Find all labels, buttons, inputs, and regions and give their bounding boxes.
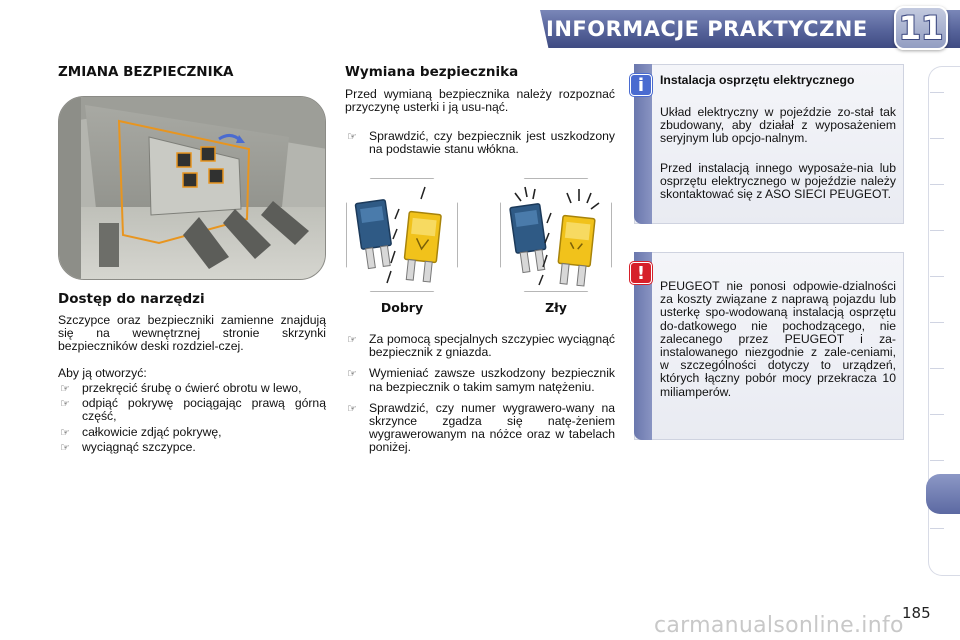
hand-pointer-icon: ☞	[60, 440, 70, 454]
hand-pointer-icon: ☞	[347, 130, 357, 143]
check-list	[345, 130, 615, 158]
good-fuse-icon	[347, 179, 459, 293]
list-item: ☞ Wymieniać zawsze uszkodzony bezpiecznik na bezpiecznik o takim samym natężeniu.	[347, 366, 615, 394]
list-item: ☞ Za pomocą specjalnych szczypiec wyciągnąć bezpiecznik z gniazda.	[347, 332, 615, 360]
open-prompt: Aby ją otworzyć:	[58, 366, 147, 380]
tab-mark[interactable]	[930, 184, 944, 185]
warning-icon: !	[630, 262, 652, 284]
tab-mark[interactable]	[930, 528, 944, 529]
page-number: 185	[902, 604, 931, 622]
bad-fuse-figure	[500, 178, 612, 292]
good-fuse-figure	[346, 178, 458, 292]
hand-pointer-icon: ☞	[347, 367, 357, 381]
list-item: ☞ przekręcić śrubę o ćwierć obrotu w lewo,	[60, 381, 302, 395]
dashboard-fuse-box-photo	[58, 96, 326, 280]
list-item: ☞ Sprawdzić, czy numer wygrawero-wany na skrzynce zgadza się natę-żeniem wygrawerowanym na nóżce oraz w tabelach poniżej.	[347, 400, 615, 455]
info-panel-paragraph: Układ elektryczny w pojeździe zo-stał tak zbudowany, aby działał z wyposażeniem seryjnym lub opcjo-nalnym.	[660, 105, 896, 146]
warning-panel-text: PEUGEOT nie ponosi odpowie-dzialności za koszty związane z naprawą pojazdu lub usterkę spo-wodowaną instalacją osprzętu do-datkowego nie pochodzącego, nie zalecanego przez PEUGEOT i za-instalowanego niezgodnie z zale-ceniami, w szczególności dotyczy to urządzeń, których łączny pobór mocy przekracza 10 miliamperów.	[660, 279, 896, 399]
chapter-title: INFORMACJE PRAKTYCZNE	[546, 17, 868, 41]
tab-mark[interactable]	[930, 230, 944, 231]
fuse-intro: Przed wymianą bezpiecznika należy rozpoznać przyczynę usterki i ją usu-nąć.	[345, 87, 615, 115]
access-intro: Szczypce oraz bezpieczniki zamienne znajdują się na wewnętrznej stronie skrzynki bezpieczników deski rozdziel-czej.	[58, 313, 326, 354]
tab-mark[interactable]	[930, 138, 944, 139]
blown-fuse-icon	[501, 179, 613, 293]
hand-pointer-icon: ☞	[60, 425, 70, 439]
tab-mark[interactable]	[930, 276, 944, 277]
good-fuse-label: Dobry	[380, 300, 424, 315]
tab-mark[interactable]	[930, 368, 944, 369]
open-steps-list	[58, 382, 326, 456]
list-item: ☞ wyciągnąć szczypce.	[60, 439, 196, 454]
replacement-steps-list	[345, 333, 615, 457]
info-panel-paragraph: Przed instalacją innego wyposaże-nia lub osprzętu elektrycznego w pojeździe należy skontaktować się z ASO SIECI PEUGEOT.	[660, 161, 896, 202]
watermark: carmanualsonline.info	[654, 613, 904, 638]
access-title: Dostęp do narzędzi	[58, 291, 205, 307]
hand-pointer-icon: ☞	[347, 401, 357, 415]
list-item: ☞ całkowicie zdjąć pokrywę,	[60, 424, 222, 439]
info-panel-title: Instalacja osprzętu elektrycznego	[660, 73, 855, 87]
tab-mark[interactable]	[930, 460, 944, 461]
fuse-replacement-title: Wymiana bezpiecznika	[345, 64, 519, 80]
tab-mark[interactable]	[930, 322, 944, 323]
tab-mark[interactable]	[930, 414, 944, 415]
hand-pointer-icon: ☞	[60, 382, 70, 395]
info-icon: i	[630, 74, 652, 96]
section-title: ZMIANA BEZPIECZNIKA	[58, 64, 234, 80]
active-chapter-tab[interactable]	[926, 474, 960, 514]
dashboard-illustration	[59, 97, 326, 280]
list-item: ☞ odpiąć pokrywę pociągając prawą górną część,	[60, 396, 326, 424]
list-item: ☞ Sprawdzić, czy bezpiecznik jest uszkodzony na podstawie stanu włókna.	[347, 129, 615, 157]
chapter-number: 11	[898, 9, 944, 47]
hand-pointer-icon: ☞	[60, 397, 70, 411]
tab-mark[interactable]	[930, 92, 944, 93]
bad-fuse-label: Zły	[545, 300, 567, 315]
hand-pointer-icon: ☞	[347, 333, 357, 346]
